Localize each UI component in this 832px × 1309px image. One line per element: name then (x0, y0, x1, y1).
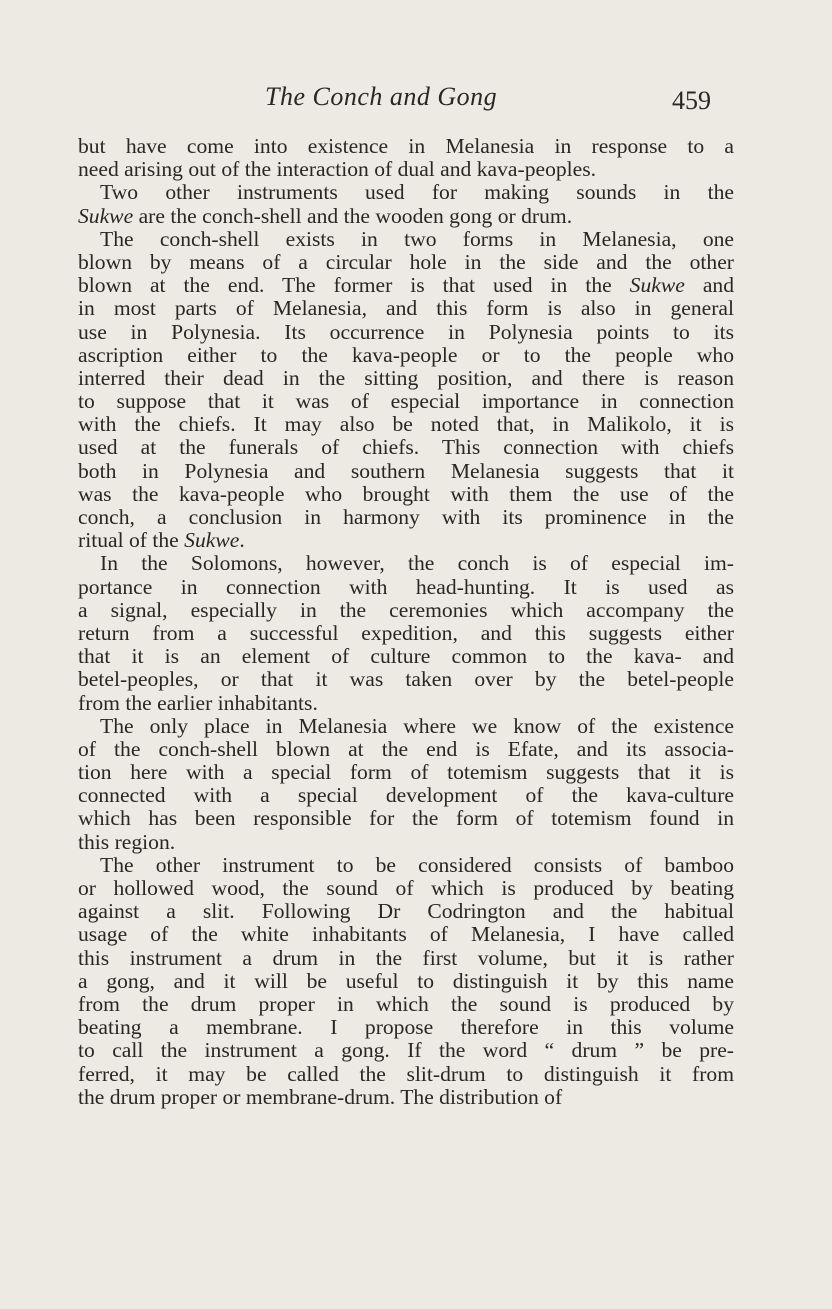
text-line: or hollowed wood, the sound of which is produced by beating (78, 876, 734, 900)
text-line: ferred, it may be called the slit-drum to distinguish it from (78, 1061, 734, 1086)
text-line: conch, a conclusion in harmony with its prominence in the (78, 505, 734, 529)
text-line: The only place in Melanesia where we know of the existence (100, 713, 734, 738)
text-line: portance in connection with head-hunting. It is used as (78, 574, 734, 599)
text-line: with the chiefs. It may also be noted that, in Malikolo, it is (78, 412, 734, 437)
text-line: Sukwe are the conch-shell and the wooden gong or drum. (78, 203, 573, 228)
text-line: need arising out of the interaction of dual and kava-peoples. (78, 157, 597, 182)
paragraph (78, 552, 734, 714)
text-line: beating a membrane. I propose therefore in this volume (78, 1015, 734, 1040)
paragraph (78, 854, 734, 1109)
page-number: 459 (672, 86, 711, 115)
chapter-title: The Conch and Gong (265, 82, 498, 111)
text-line: used at the funerals of chiefs. This connection with chiefs (78, 435, 734, 460)
paragraph (78, 228, 734, 553)
text-line: but have come into existence in Melanesia in response to a (78, 134, 734, 158)
text-line: from the drum proper in which the sound is produced by (78, 991, 734, 1016)
text-line: was the kava-people who brought with them the use of the (78, 481, 734, 506)
text-line: this instrument a drum in the first volume, but it is rather (78, 945, 734, 970)
text-line: Two other instruments used for making sounds in the (100, 180, 734, 205)
text-line: to suppose that it was of especial importance in connection (78, 389, 734, 414)
text-line: both in Polynesia and southern Melanesia suggests that it (78, 458, 734, 483)
text-line: this region. (78, 829, 176, 854)
text-line: usage of the white inhabitants of Melanesia, I have called (78, 922, 734, 947)
paragraph (78, 715, 734, 854)
text-line: in most parts of Melanesia, and this form is also in general (78, 296, 734, 321)
text-line: blown by means of a circular hole in the side and the other (78, 249, 734, 274)
paragraph (78, 135, 734, 181)
text-line: ritual of the Sukwe. (78, 528, 245, 553)
text-line: connected with a special development of the kava-culture (78, 783, 734, 808)
text-line: from the earlier inhabitants. (78, 690, 318, 715)
text-line: betel-peoples, or that it was taken over by the betel-people (78, 667, 734, 692)
text-line: that it is an element of culture common to the kava- and (78, 644, 734, 669)
text-line: use in Polynesia. Its occurrence in Polynesia points to its (78, 319, 734, 344)
text-line: tion here with a special form of totemism suggests that it is (78, 760, 734, 785)
paragraph (78, 181, 734, 227)
body-text (78, 135, 734, 1109)
text-line: against a slit. Following Dr Codrington and the habitual (78, 899, 734, 924)
text-line: In the Solomons, however, the conch is of especial im- (100, 551, 734, 576)
text-line: The conch-shell exists in two forms in Melanesia, one (100, 226, 734, 251)
text-line: a signal, especially in the ceremonies which accompany the (78, 597, 734, 622)
text-line: interred their dead in the sitting position, and there is reason (78, 365, 734, 390)
text-line: blown at the end. The former is that used in the Sukwe and (78, 273, 734, 298)
running-head (0, 82, 832, 122)
text-line: the drum proper or membrane-drum. The distribution of (78, 1084, 563, 1109)
text-line: to call the instrument a gong. If the word “ drum ” be pre- (78, 1038, 734, 1063)
text-line: The other instrument to be considered consists of bamboo (100, 852, 734, 877)
text-line: return from a successful expedition, and this suggests either (78, 620, 734, 645)
text-line: ascription either to the kava-people or to the people who (78, 342, 734, 367)
text-line: which has been responsible for the form of totemism found in (78, 806, 734, 831)
text-line: of the conch-shell blown at the end is Efate, and its associa- (78, 736, 734, 761)
text-line: a gong, and it will be useful to distinguish it by this name (78, 968, 734, 993)
